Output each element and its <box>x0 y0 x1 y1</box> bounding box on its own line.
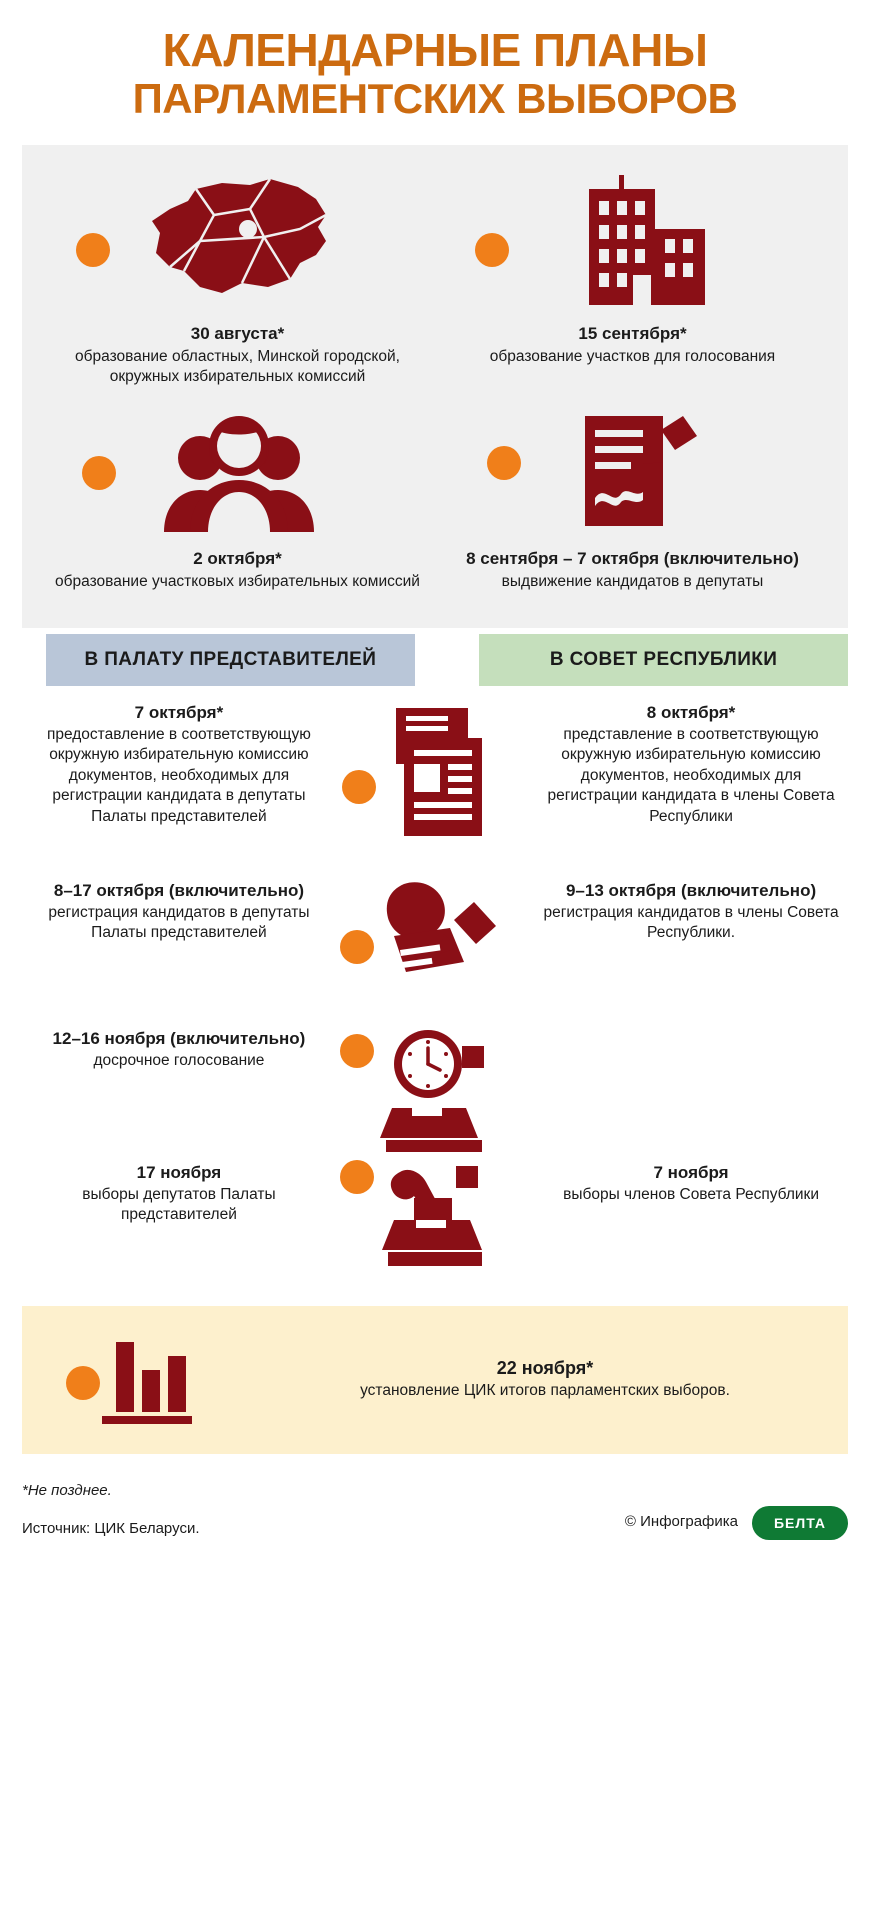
chamber-headers <box>22 634 848 686</box>
footnote-source: Источник: ЦИК Беларуси. <box>22 1519 200 1537</box>
credit-label: © Инфографика <box>624 1512 738 1530</box>
result-description: установление ЦИК итогов парламентских выборов. <box>360 1381 730 1399</box>
bullet-dot <box>66 1366 100 1400</box>
top-events-grid <box>40 171 830 608</box>
timeline-date: 7 ноября <box>653 1162 729 1182</box>
stamp-registration-icon <box>336 872 534 1006</box>
timeline-left <box>22 1154 336 1226</box>
event-date: 30 августа* <box>190 324 285 344</box>
top-events-panel <box>22 145 848 628</box>
title-line-2: ПАРЛАМЕНТСКИХ ВЫБОРОВ <box>132 74 738 122</box>
event-description: образование участков для голосования <box>489 348 776 366</box>
polling-building-icon <box>445 171 820 311</box>
event-card-building <box>435 171 830 404</box>
timeline-description: регистрация кандидатов в депутаты Палаты представителей <box>48 903 310 942</box>
timeline-date: 17 ноября <box>136 1162 222 1182</box>
bullet-dot <box>487 446 521 480</box>
document-pen-icon <box>445 404 820 536</box>
source-line <box>22 1506 848 1540</box>
hand-ballot-icon <box>336 1154 534 1288</box>
bar-chart-icon <box>42 1328 252 1432</box>
belarus-map-icon <box>50 171 425 311</box>
timeline-right <box>534 1154 848 1206</box>
timeline-date: 7 октября* <box>134 702 224 722</box>
timeline-description: представление в соответствующую окружную избирательную комиссию документов, необходимых для регистрации кандидата в члены Совета Республики <box>547 725 835 825</box>
event-card-document <box>435 404 830 608</box>
title-line-1: КАЛЕНДАРНЫЕ ПЛАНЫ <box>162 24 708 76</box>
timeline-description: выборы членов Совета Республики <box>563 1185 819 1203</box>
timeline <box>22 686 848 1288</box>
event-date: 15 сентября* <box>578 324 687 344</box>
bullet-dot <box>76 233 110 267</box>
column-header-council: В СОВЕТ РЕСПУБЛИКИ <box>479 634 848 686</box>
timeline-date: 8 октября* <box>646 702 736 722</box>
event-date: 2 октября* <box>193 548 282 568</box>
event-description: выдвижение кандидатов в депутаты <box>501 572 764 590</box>
bullet-dot <box>340 930 374 964</box>
timeline-description: выборы депутатов Палаты представителей <box>82 1185 276 1224</box>
result-band <box>22 1306 848 1454</box>
column-header-spacer <box>415 634 479 686</box>
timeline-description: предоставление в соответствующую окружную избирательную комиссию документов, необходимых для регистрации кандидата в депутаты Палаты представителей <box>46 725 311 825</box>
clock-ballotbox-icon <box>336 1020 534 1154</box>
event-description: образование областных, Минской городской, окружных избирательных комиссий <box>75 348 400 386</box>
event-card-map <box>40 171 435 404</box>
bullet-dot <box>340 1034 374 1068</box>
bullet-dot <box>340 1160 374 1194</box>
timeline-date: 8–17 октября (включительно) <box>53 880 305 900</box>
timeline-right <box>534 872 848 944</box>
timeline-row <box>22 694 848 872</box>
timeline-row <box>22 872 848 1020</box>
timeline-description: регистрация кандидатов в члены Совета Республики. <box>543 903 839 942</box>
result-date: 22 ноября* <box>496 1357 594 1378</box>
timeline-left <box>22 1020 336 1072</box>
result-text <box>262 1358 828 1402</box>
belta-logo <box>752 1506 848 1540</box>
timeline-left <box>22 872 336 944</box>
bullet-dot <box>342 770 376 804</box>
bullet-dot <box>82 456 116 490</box>
column-header-house: В ПАЛАТУ ПРЕДСТАВИТЕЛЕЙ <box>46 634 415 686</box>
belta-logo-text: БЕЛТА <box>773 1515 826 1532</box>
timeline-description: досрочное голосование <box>93 1051 265 1069</box>
timeline-row <box>22 1020 848 1154</box>
timeline-date: 12–16 ноября (включительно) <box>52 1028 306 1048</box>
bullet-dot <box>475 233 509 267</box>
timeline-date: 9–13 октября (включительно) <box>565 880 817 900</box>
commission-people-icon <box>50 404 425 536</box>
timeline-row <box>22 1154 848 1288</box>
timeline-right <box>534 1020 848 1030</box>
page-title <box>0 0 870 135</box>
documents-icon <box>336 694 534 848</box>
event-description: образование участковых избирательных комиссий <box>55 572 420 590</box>
timeline-left <box>22 694 336 828</box>
footnote-note: *Не позднее. <box>22 1481 112 1499</box>
timeline-right <box>534 694 848 828</box>
footnotes <box>22 1480 848 1503</box>
event-date: 8 сентября – 7 октября (включительно) <box>466 548 799 568</box>
event-card-people <box>40 404 435 608</box>
